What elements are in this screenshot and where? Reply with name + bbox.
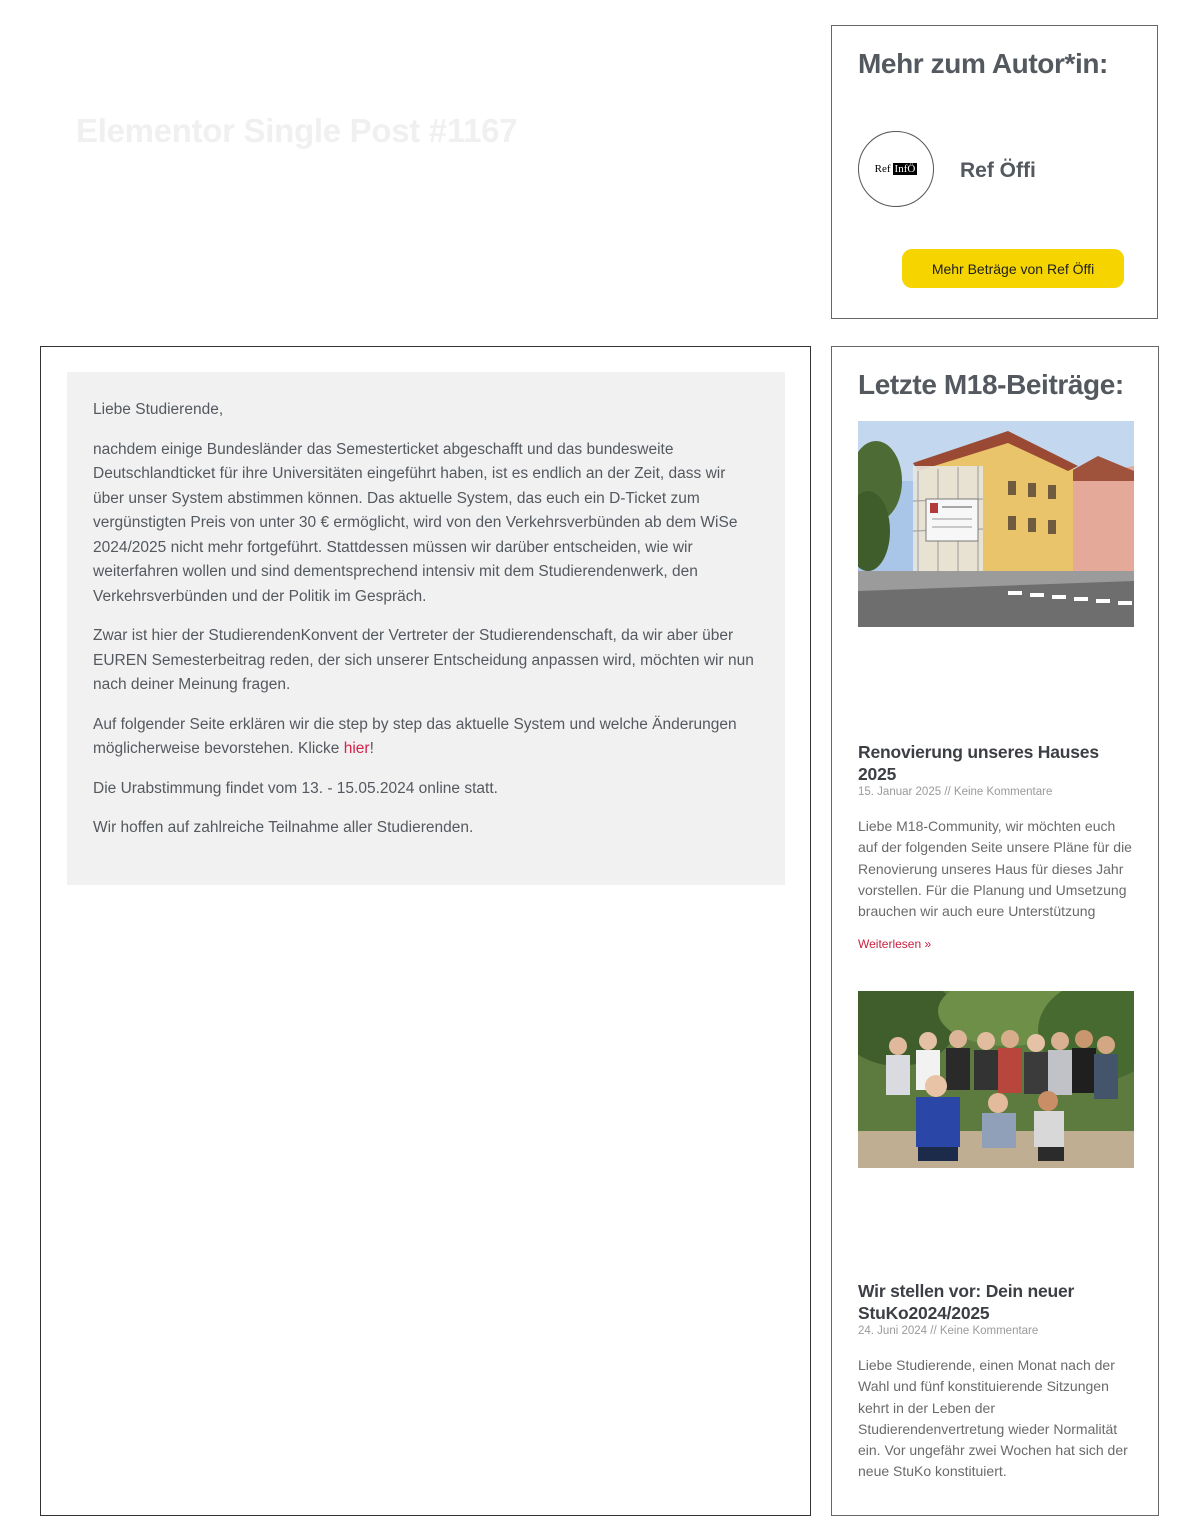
post-meta: 24. Juni 2024 // Keine Kommentare: [858, 1325, 1039, 1337]
post-excerpt: Liebe M18-Community, wir möchten euch auf der folgenden Seite unsere Pläne für die Renovierung unseres Haus für dieses Jahr vorstellen. Für die Planung und Umsetzung brauchen wir auch eure Unterstützung: [858, 818, 1132, 920]
author-box: [831, 25, 1158, 319]
post-thumbnail-group-photo[interactable]: [858, 991, 1134, 1168]
article-paragraph-3-end: !: [369, 740, 374, 757]
author-avatar[interactable]: [858, 131, 934, 207]
post-thumbnail-house-image[interactable]: [858, 421, 1134, 627]
article-paragraph-4: Die Urabstimmung findet vom 13. - 15.05.2024 online statt.: [93, 779, 498, 797]
post-title[interactable]: Renovierung unseres Hauses 2025: [858, 742, 1099, 784]
article-container: [40, 346, 811, 1516]
read-more-link[interactable]: Weiterlesen »: [858, 937, 932, 952]
author-box-heading: Mehr zum Autor*in:: [858, 48, 1108, 79]
more-posts-button[interactable]: Mehr Beträge von Ref Öffi: [902, 249, 1124, 288]
author-name[interactable]: Ref Öffi: [960, 159, 1036, 182]
avatar-logo-right: InfÖ: [894, 163, 916, 175]
article-paragraph-2: Zwar ist hier der StudierendenKonvent der Vertreter der Studierendenschaft, da wir aber über EUREN Semesterbeitrag reden, der sich unserer Entscheidung anpassen wird, möchten wir nun nach deiner Meinung fragen.: [93, 627, 754, 693]
recent-post: [858, 421, 1134, 953]
article-link-hier[interactable]: hier: [343, 740, 370, 757]
recent-posts-sidebar: [831, 346, 1159, 1516]
article-paragraph-1: nachdem einige Bundesländer das Semesterticket abgeschafft und das bundesweite Deutschlandticket für ihre Universitäten eingeführt haben, ist es endlich an der Zeit, dass wir über unser System abstimmen können. Das aktuelle System, das euch ein D-Ticket zum vergünstigten Preis von unter 30 € ermöglicht, wird von den Verkehrsverbünden ab dem WiSe 2024/2025 nicht mehr fortgeführt. Stattdessen müssen wir darüber entscheiden, wie wir weiterfahren wollen und sind dementsprechend intensiv mit dem Studierendenwerk, den Verkehrsverbünden und der Politik im Gespräch.: [93, 440, 738, 605]
post-excerpt: Liebe Studierende, einen Monat nach der Wahl und fünf konstituierende Sitzungen kehrt in der Leben der Studierendenvertretung wieder Normalität ein. Vor ungefähr zwei Wochen hat sich der neue StuKo konstituiert.: [858, 1357, 1128, 1480]
avatar-logo-left: Ref: [874, 163, 891, 175]
recent-post: [858, 991, 1134, 1483]
post-title[interactable]: Wir stellen vor: Dein neuer StuKo2024/2025: [858, 1281, 1075, 1323]
article-paragraph-3-text: Auf folgender Seite erklären wir die step by step das aktuelle System und welche Änderungen möglicherweise bevorstehen. Klicke: [93, 715, 737, 757]
page-title: Elementor Single Post #1167: [76, 112, 518, 149]
article-paragraph-3: [93, 713, 759, 762]
recent-posts-heading: Letzte M18-Beiträge:: [858, 369, 1124, 400]
article-greeting: Liebe Studierende,: [93, 401, 224, 418]
article-body: [67, 372, 785, 885]
post-meta: 15. Januar 2025 // Keine Kommentare: [858, 786, 1053, 798]
article-paragraph-5: Wir hoffen auf zahlreiche Teilnahme aller Studierenden.: [93, 819, 474, 836]
